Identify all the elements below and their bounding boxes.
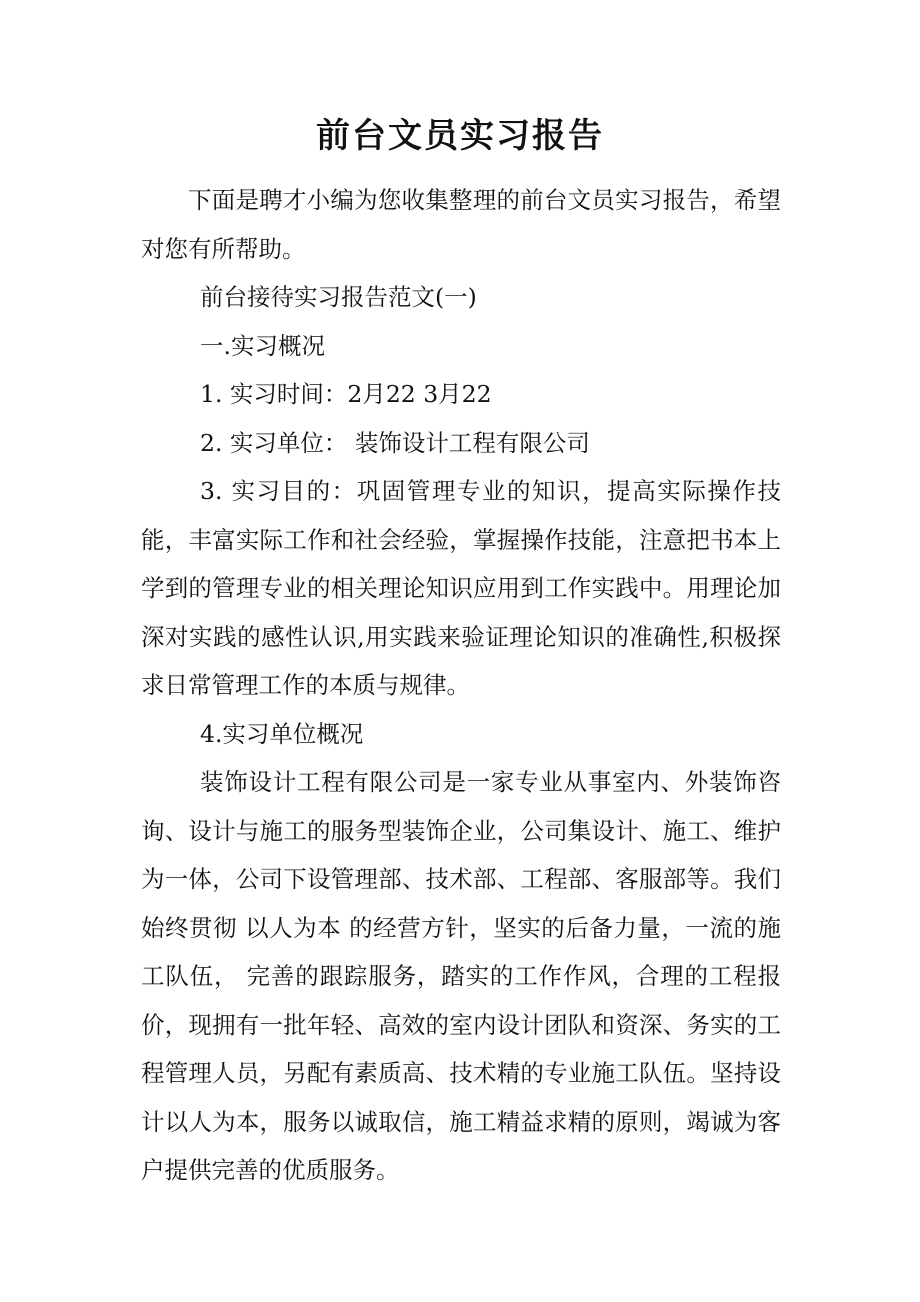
item-internship-time: 1. 实习时间：2月22 3月22: [200, 380, 492, 408]
intro-paragraph: 下面是聘才小编为您收集整理的前台文员实习报告，希望对您有所帮助。: [141, 186, 781, 263]
item-unit-overview-heading: 4.实习单位概况: [200, 719, 364, 748]
company-description-paragraph: 装饰设计工程有限公司是一家专业从事室内、外装饰咨询、设计与施工的服务型装饰企业，公司集设计、施工、维护为一体，公司下设管理部、技术部、工程部、客服部等。我们始终贯彻 以人为本 的经营方针，坚实的后备力量，一流的施工队伍， 完善的跟踪服务，踏实的工作作风，合理的工程报价，现拥有一批年轻、高效的室内设计团队和资深、务实的工程管理人员，另配有素质高、技术精的专业施工队伍。坚持设计以人为本，服务以诚取信，施工精益求精的原则，竭诚为客户提供完善的优质服务。: [141, 768, 781, 1184]
document-title: 前台文员实习报告: [316, 116, 604, 156]
item-internship-purpose: 3. 实习目的：巩固管理专业的知识，提高实际操作技能，丰富实际工作和社会经验，掌握操作技能，注意把书本上学到的管理专业的相关理论知识应用到工作实践中。用理论加深对实践的感性认识,用实践来验证理论知识的准确性,积极探求日常管理工作的本质与规律。: [141, 477, 781, 699]
item-internship-unit: 2. 实习单位： 装饰设计工程有限公司: [200, 428, 590, 457]
section-heading-sample: 前台接待实习报告范文(一): [200, 283, 477, 311]
document-body: [141, 176, 781, 1195]
section-heading-overview: 一.实习概况: [200, 331, 325, 360]
